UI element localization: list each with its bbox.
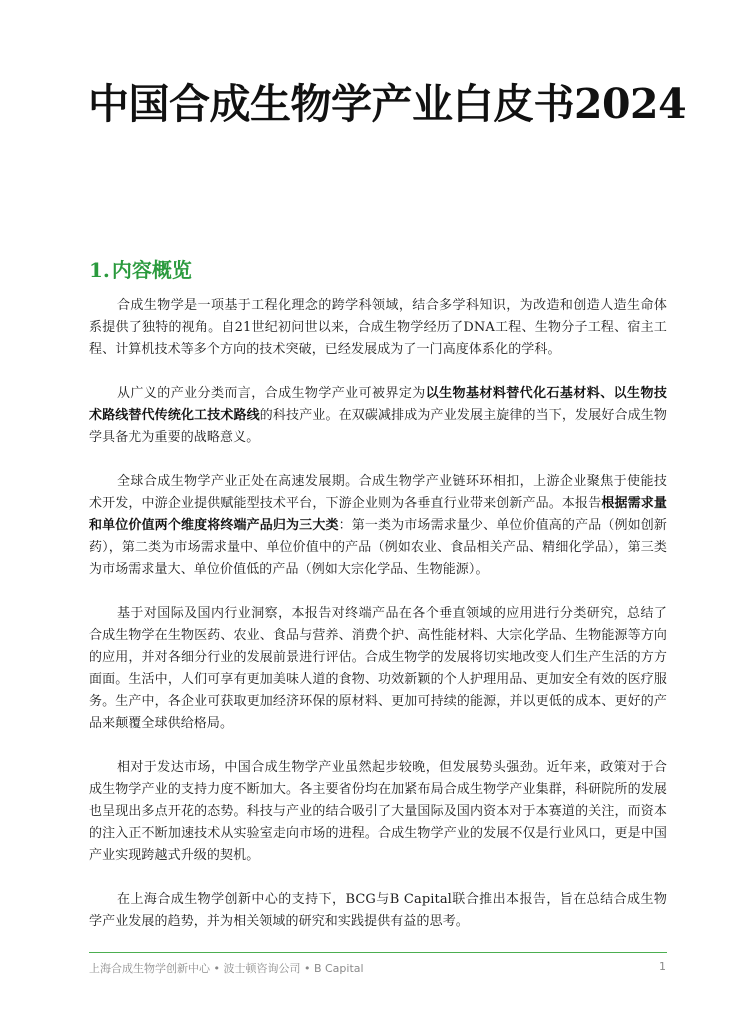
section-title: 内容概览 — [111, 258, 192, 282]
paragraph — [89, 757, 667, 867]
bold-text-run: 根据需求量和单位价值两个维度将终端产品归为三大类 — [89, 496, 667, 533]
paragraph — [89, 603, 667, 735]
text-run: 在上海合成生物学创新中心的支持下，BCG与B Capital联合推出本报告，旨在总结合成生物学产业发展的趋势，并为相关领域的研究和实践提供有益的思考。 — [89, 892, 667, 929]
text-run: 合成生物学是一项基于工程化理念的跨学科领域，结合多学科知识，为改造和创造人造生命体系提供了独特的视角。自21世纪初问世以来，合成生物学经历了DNA工程、生物分子工程、宿主工程、计算机技术等多个方向的技术突破，已经发展成为了一门高度体系化的学科。 — [89, 298, 667, 357]
page-number: 1 — [659, 960, 666, 973]
text-run: ：第一类为市场需求量少、单位价值高的产品（例如创新药），第二类为市场需求量中、单位价值中的产品（例如农业、食品相关产品、精细化学品），第三类为市场需求量大、单位价值低的产品（例如大宗化学品、生物能源）。 — [89, 518, 667, 577]
section-heading — [89, 256, 192, 284]
paragraph — [89, 295, 667, 361]
text-run: 全球合成生物学产业正处在高速发展期。合成生物学产业链环环相扣，上游企业聚焦于使能技术开发，中游企业提供赋能型技术平台，下游企业则为各垂直行业带来创新产品。本报告 — [89, 474, 667, 511]
section-number: 1. — [89, 258, 110, 282]
bold-text-run: 以生物基材料替代化石基材料、以生物技术路线替代传统化工技术路线 — [89, 386, 667, 423]
footer-source: 上海合成生物学创新中心 • 波士顿咨询公司 • B Capital — [89, 962, 364, 975]
text-run: 从广义的产业分类而言，合成生物学产业可被界定为 — [117, 386, 426, 401]
body-text — [89, 295, 667, 955]
text-run: 的科技产业。在双碳减排成为产业发展主旋律的当下，发展好合成生物学具备尤为重要的战略意义。 — [89, 408, 667, 445]
document-title: 中国合成生物学产业白皮书2024 — [88, 80, 687, 128]
text-run: 基于对国际及国内行业洞察，本报告对终端产品在各个垂直领域的应用进行分类研究，总结了合成生物学在生物医药、农业、食品与营养、消费个护、高性能材料、大宗化学品、生物能源等方向的应用，并对各细分行业的发展前景进行评估。合成生物学的发展将切实地改变人们生产生活的方方面面。生活中，人们可享有更加美味人道的食物、功效新颖的个人护理用品、更加安全有效的医疗服务。生产中，各企业可获取更加经济环保的原材料、更加可持续的能源，并以更低的成本、更好的产品来颠覆全球供给格局。 — [89, 606, 667, 731]
text-run: 相对于发达市场，中国合成生物学产业虽然起步较晚，但发展势头强劲。近年来，政策对于合成生物学产业的支持力度不断加大。各主要省份均在加紧布局合成生物学产业集群，科研院所的发展也呈现出多点开花的态势。科技与产业的结合吸引了大量国际及国内资本对于本赛道的关注，而资本的注入正不断加速技术从实验室走向市场的进程。合成生物学产业的发展不仅是行业风口，更是中国产业实现跨越式升级的契机。 — [89, 760, 667, 863]
footer-divider — [89, 952, 667, 953]
paragraph — [89, 889, 667, 933]
paragraph — [89, 471, 667, 581]
paragraph — [89, 383, 667, 449]
